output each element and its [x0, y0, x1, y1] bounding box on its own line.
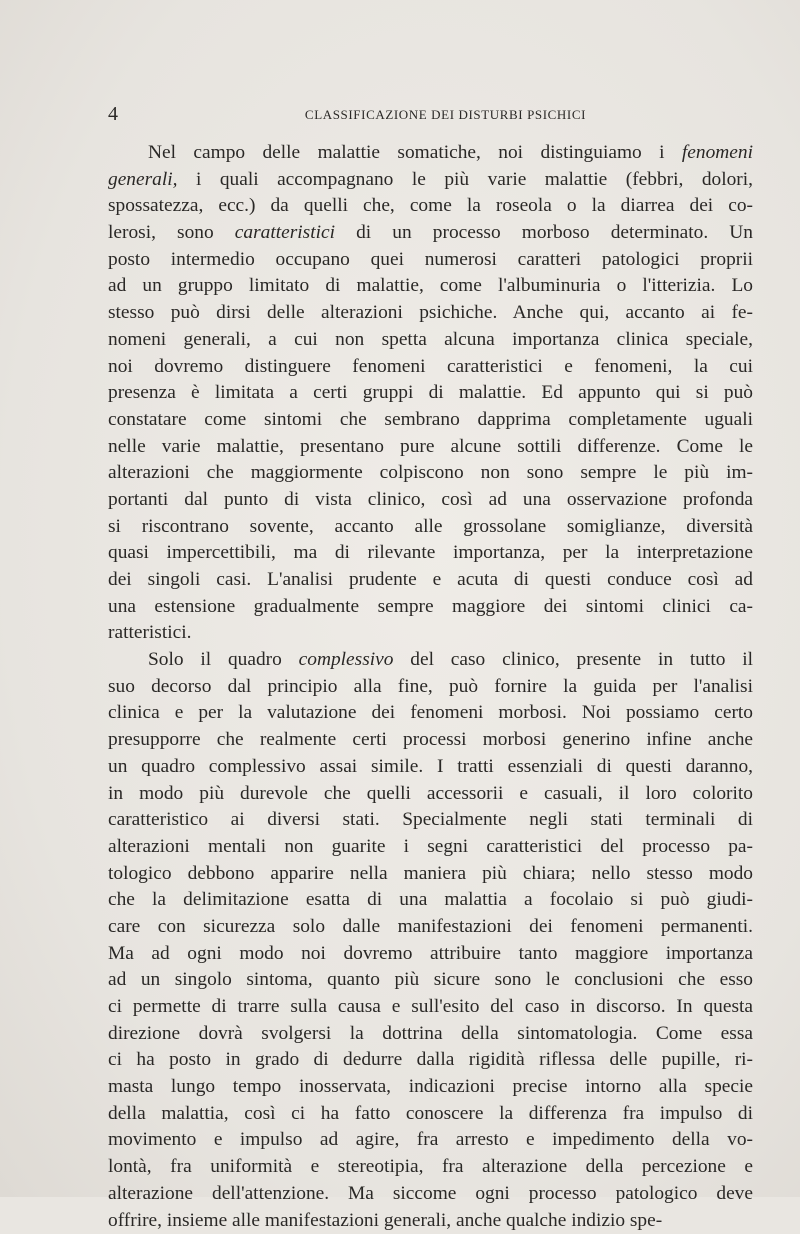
text-line	[108, 914, 753, 941]
text-line	[108, 514, 753, 541]
text-segment: ci permette di trarre sulla causa e sull'esito del caso in discorso. In questa	[108, 996, 753, 1017]
text-line	[108, 1021, 753, 1048]
text-segment: ad un gruppo limitato di malattie, come l'albuminuria o l'itterizia. Lo	[108, 275, 753, 296]
text-segment: del caso clinico, presente in tutto il	[393, 649, 753, 670]
text-line	[108, 620, 753, 647]
text-segment: si riscontrano sovente, accanto alle grossolane somiglianze, diversità	[108, 516, 753, 537]
text-line	[108, 434, 753, 461]
text-segment: noi dovremo distinguere fenomeni caratteristici e fenomeni, la cui	[108, 356, 753, 377]
running-head	[108, 101, 753, 127]
text-segment: lerosi, sono	[108, 222, 235, 243]
text-segment: ci ha posto in grado di dedurre dalla rigidità riflessa delle pupille, ri-	[108, 1049, 753, 1070]
text-segment: un quadro complessivo assai simile. I tratti essenziali di questi daranno,	[108, 756, 753, 777]
text-line	[108, 781, 753, 808]
text-line	[108, 647, 753, 674]
text-line	[108, 861, 753, 888]
text-segment: alterazioni mentali non guarite i segni caratteristici del processo pa-	[108, 836, 753, 857]
text-line	[108, 460, 753, 487]
text-segment: Solo il quadro	[148, 649, 299, 670]
italic-term: caratteristici	[235, 222, 335, 243]
text-segment: posto intermedio occupano quei numerosi caratteri patologici proprii	[108, 249, 753, 270]
text-segment: Ma ad ogni modo noi dovremo attribuire tanto maggiore importanza	[108, 943, 753, 964]
text-line	[108, 247, 753, 274]
text-line	[108, 754, 753, 781]
text-line	[108, 380, 753, 407]
text-segment: direzione dovrà svolgersi la dottrina della sintomatologia. Come essa	[108, 1023, 753, 1044]
text-segment: dei singoli casi. L'analisi prudente e acuta di questi conduce così ad	[108, 569, 753, 590]
text-segment: clinica e per la valutazione dei fenomeni morbosi. Noi possiamo certo	[108, 702, 753, 723]
text-line	[108, 220, 753, 247]
text-line	[108, 327, 753, 354]
text-line	[108, 1181, 753, 1208]
text-segment: presenza è limitata a certi gruppi di malattie. Ed appunto qui si può	[108, 382, 753, 403]
text-segment: quasi impercettibili, ma di rilevante importanza, per la interpretazione	[108, 542, 753, 563]
text-segment: alterazioni che maggiormente colpiscono non sono sempre le più im-	[108, 462, 753, 483]
text-segment: care con sicurezza solo dalle manifestazioni dei fenomeni permanenti.	[108, 916, 753, 937]
text-segment: alterazione dell'attenzione. Ma siccome ogni processo patologico deve	[108, 1183, 753, 1204]
text-segment: caratteristico ai diversi stati. Specialmente negli stati terminali di	[108, 809, 753, 830]
text-line	[108, 807, 753, 834]
text-segment: in modo più durevole che quelli accessorii e casuali, il loro colorito	[108, 783, 753, 804]
text-line	[108, 167, 753, 194]
text-segment: ad un singolo sintoma, quanto più sicure sono le conclusioni che esso	[108, 969, 753, 990]
text-line	[108, 140, 753, 167]
text-segment: della malattia, così ci ha fatto conoscere la differenza fra impulso di	[108, 1103, 753, 1124]
text-segment: che la delimitazione esatta di una malattia a focolaio si può giudi-	[108, 889, 753, 910]
text-segment: spossatezza, ecc.) da quelli che, come la roseola o la diarrea dei co-	[108, 195, 753, 216]
text-segment: nelle varie malattie, presentano pure alcune sottili differenze. Come le	[108, 436, 753, 457]
text-segment: portanti dal punto di vista clinico, così ad una osservazione profonda	[108, 489, 753, 510]
text-line	[108, 407, 753, 434]
text-segment: presupporre che realmente certi processi morbosi generino infine anche	[108, 729, 753, 750]
running-head-title: CLASSIFICAZIONE DEI DISTURBI PSICHICI	[108, 103, 753, 127]
text-line	[108, 967, 753, 994]
page-number: 4	[108, 101, 118, 127]
text-segment: di un processo morboso determinato. Un	[335, 222, 753, 243]
text-line	[108, 1101, 753, 1128]
italic-term: complessivo	[299, 649, 394, 670]
italic-term: generali,	[108, 169, 177, 190]
text-line	[108, 193, 753, 220]
text-line	[108, 700, 753, 727]
text-segment: suo decorso dal principio alla fine, può fornire la guida per l'analisi	[108, 676, 753, 697]
text-line	[108, 594, 753, 621]
text-segment: constatare come sintomi che sembrano dapprima completamente uguali	[108, 409, 753, 430]
text-segment: offrire, insieme alle manifestazioni generali, anche qualche indizio spe-	[108, 1210, 662, 1231]
text-line	[108, 1074, 753, 1101]
text-segment: stesso può dirsi delle alterazioni psichiche. Anche qui, accanto ai fe-	[108, 302, 753, 323]
text-line	[108, 487, 753, 514]
text-segment: una estensione gradualmente sempre maggiore dei sintomi clinici ca-	[108, 596, 753, 617]
text-segment: movimento e impulso ad agire, fra arresto e impedimento della vo-	[108, 1129, 753, 1150]
text-line	[108, 354, 753, 381]
text-segment: tologico debbono apparire nella maniera più chiara; nello stesso modo	[108, 863, 753, 884]
text-segment: lontà, fra uniformità e stereotipia, fra alterazione della percezione e	[108, 1156, 753, 1177]
italic-term: fenomeni	[682, 142, 753, 163]
text-line	[108, 941, 753, 968]
text-line	[108, 540, 753, 567]
text-line	[108, 994, 753, 1021]
text-segment: i quali accompagnano le più varie malattie (febbri, dolori,	[177, 169, 753, 190]
text-segment: ratteristici.	[108, 622, 191, 643]
text-line	[108, 567, 753, 594]
text-line	[108, 1154, 753, 1181]
text-line	[108, 1047, 753, 1074]
text-segment: Nel campo delle malattie somatiche, noi distinguiamo i	[148, 142, 682, 163]
text-line	[108, 273, 753, 300]
text-line	[108, 300, 753, 327]
text-line	[108, 674, 753, 701]
text-line	[108, 887, 753, 914]
text-line	[108, 834, 753, 861]
text-segment: nomeni generali, a cui non spetta alcuna importanza clinica speciale,	[108, 329, 753, 350]
text-line	[108, 1127, 753, 1154]
text-line	[108, 1208, 753, 1234]
text-line	[108, 727, 753, 754]
body-text	[108, 140, 753, 1234]
text-segment: masta lungo tempo inosservata, indicazioni precise intorno alla specie	[108, 1076, 753, 1097]
